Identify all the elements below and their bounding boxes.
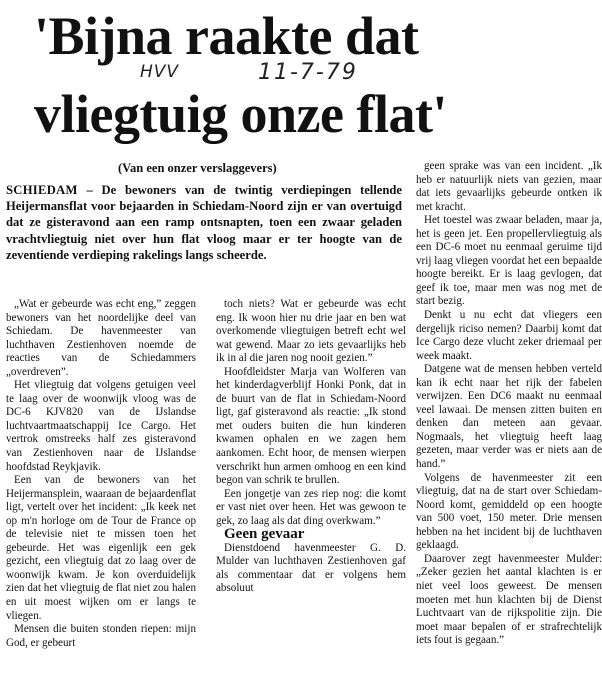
paragraph: Het vliegtuig dat volgens getuigen veel te laag over de woonwijk vloog was de DC-6 KJV820 van de IJslandse luchtvaartmaatschappij Ice Cargo. Het vertrok omstreeks half zes gisteravond van Zestienhoven naar de IJslandse hoofdstad Reykjavik. [6,379,196,473]
byline: (Van een onzer verslaggevers) [118,161,277,175]
paragraph: Mensen die buiten stonden riepen: mijn God, er gebeurt [6,623,196,649]
text-column-1 [6,298,196,650]
paragraph: toch niets? Wat er gebeurde was echt eng. Ik woon hier nu drie jaar en ben wat overkomende vliegtuigen betreft echt wel wat gewend. Maar zo iets gevaarlijks heb ik in al die jaren nog nooit gezien.” [216,298,406,365]
paragraph: Een van de bewoners van het Heijermansplein, waaraan de bejaardenflat ligt, vertelt over het incident: „Ik keek net op m'n horloge om de Tour de France op de televisie niet te missen toen het gebeurde. Het was eigenlijk een gek gezicht, een vliegtuig dat zo laag over de woonwijk kwam. Je kon overduidelijk zien dat het vliegtuig de flat niet zou halen en uit moest wijken om er langs te vliegen. [6,474,196,622]
paragraph: Volgens de havenmeester zit een vliegtuig, dat na de start over Schiedam-Noord komt, gemiddeld op een hoogte van 500 voet, 150 meter. Drie mensen hebben na het incident bij de luchthaven geklaagd. [416,471,602,552]
lead-paragraph [6,182,402,263]
paragraph: Hoofdleidster Marja van Wolferen van het kinderdagverblijf Honki Ponk, dat in de buurt van de flat in Schiedam-Noord ligt, gaf gisteravond als reactie: „Ik stond met ouders buiten die hun kinderen kwamen ophalen en we zagen hem aankomen. Echt hoor, de mensen wierpen verschrikt hun armen omhoog en een kind begon van schrik te brullen. [216,365,406,487]
text-column-2 [216,298,406,596]
paragraph: Dienstdoend havenmeester G. D. Mulder van luchthaven Zestienhoven gaf als commentaar dat er volgens hem absoluut [216,541,406,595]
paragraph: Een jongetje van zes riep nog: die komt er vast niet over heen. Het was gewoon te gek, zo laag als dat ding overkwam.” [216,487,406,527]
headline-line-1: 'Bijna raakte dat [34,6,419,66]
paragraph: geen sprake was van een incident. „Ik heb er natuurlijk niets van gezien, maar dat iets gevaarlijks gebeurde ontken ik met kracht. [416,160,602,213]
paragraph: „Wat er gebeurde was echt eng,” zeggen bewoners van het noordelijke deel van Schiedam. De havenmeester van luchthaven Zestienhoven noemde de reacties van de Schiedammers „overdreven”. [6,298,196,378]
handwritten-date-note: 11-7-79 [258,60,358,85]
paragraph: Daarover zegt havenmeester Mulder: „Zeker gezien het aantal klachten is er niet veel loos geweest. De mensen moeten met hun klachten bij de Dienst Luchtvaart van de rijkspolitie zijn. Die moet maar bepalen of er strafrechtelijk iets fout is gegaan.” [416,552,602,647]
lead-text: – De bewoners van de twintig verdiepingen tellende Heijermansflat voor bejaarden in Schiedam-Noord zijn er van overtuigd dat ze gisteravond aan een ramp ontsnapten, toen een zwaar geladen vrachtvliegtuig niet over hun flat vloog maar er ter hoogte van de zeventiende verdieping rakelings langs scheerde. [6,183,402,262]
lead-dateline: SCHIEDAM [6,183,78,197]
paragraph: Denkt u nu echt dat vliegers een dergelijk riciso nemen? Daarbij komt dat Ice Cargo deze vlucht zeker driemaal per week maakt. [416,309,602,362]
paragraph: Het toestel was zwaar beladen, maar ja, het is geen jet. Een propellervliegtuig als een DC-6 moet nu eenmaal geruime tijd vrij laag vliegen voordat het een bepaalde hoogte bereikt. Er is laag gevlogen, dat geef ik toe, maar men was nog met de start bezig. [416,214,602,308]
paragraph: Datgene wat de mensen hebben verteld kan ik echt naar het rijk der fabelen verwijzen. Een DC6 maakt nu eenmaal veel lawaai. De mensen zitten buiten en denken dan meteen aan gevaar. Nogmaals, het vliegtuig heeft laag gezeten, maar verder was er niets aan de hand.” [416,363,602,471]
headline-line-2: vliegtuig onze flat' [34,84,447,144]
subheading: Geen gevaar [224,526,305,543]
text-column-3 [416,160,602,648]
handwritten-source-note: HVV [140,62,180,82]
